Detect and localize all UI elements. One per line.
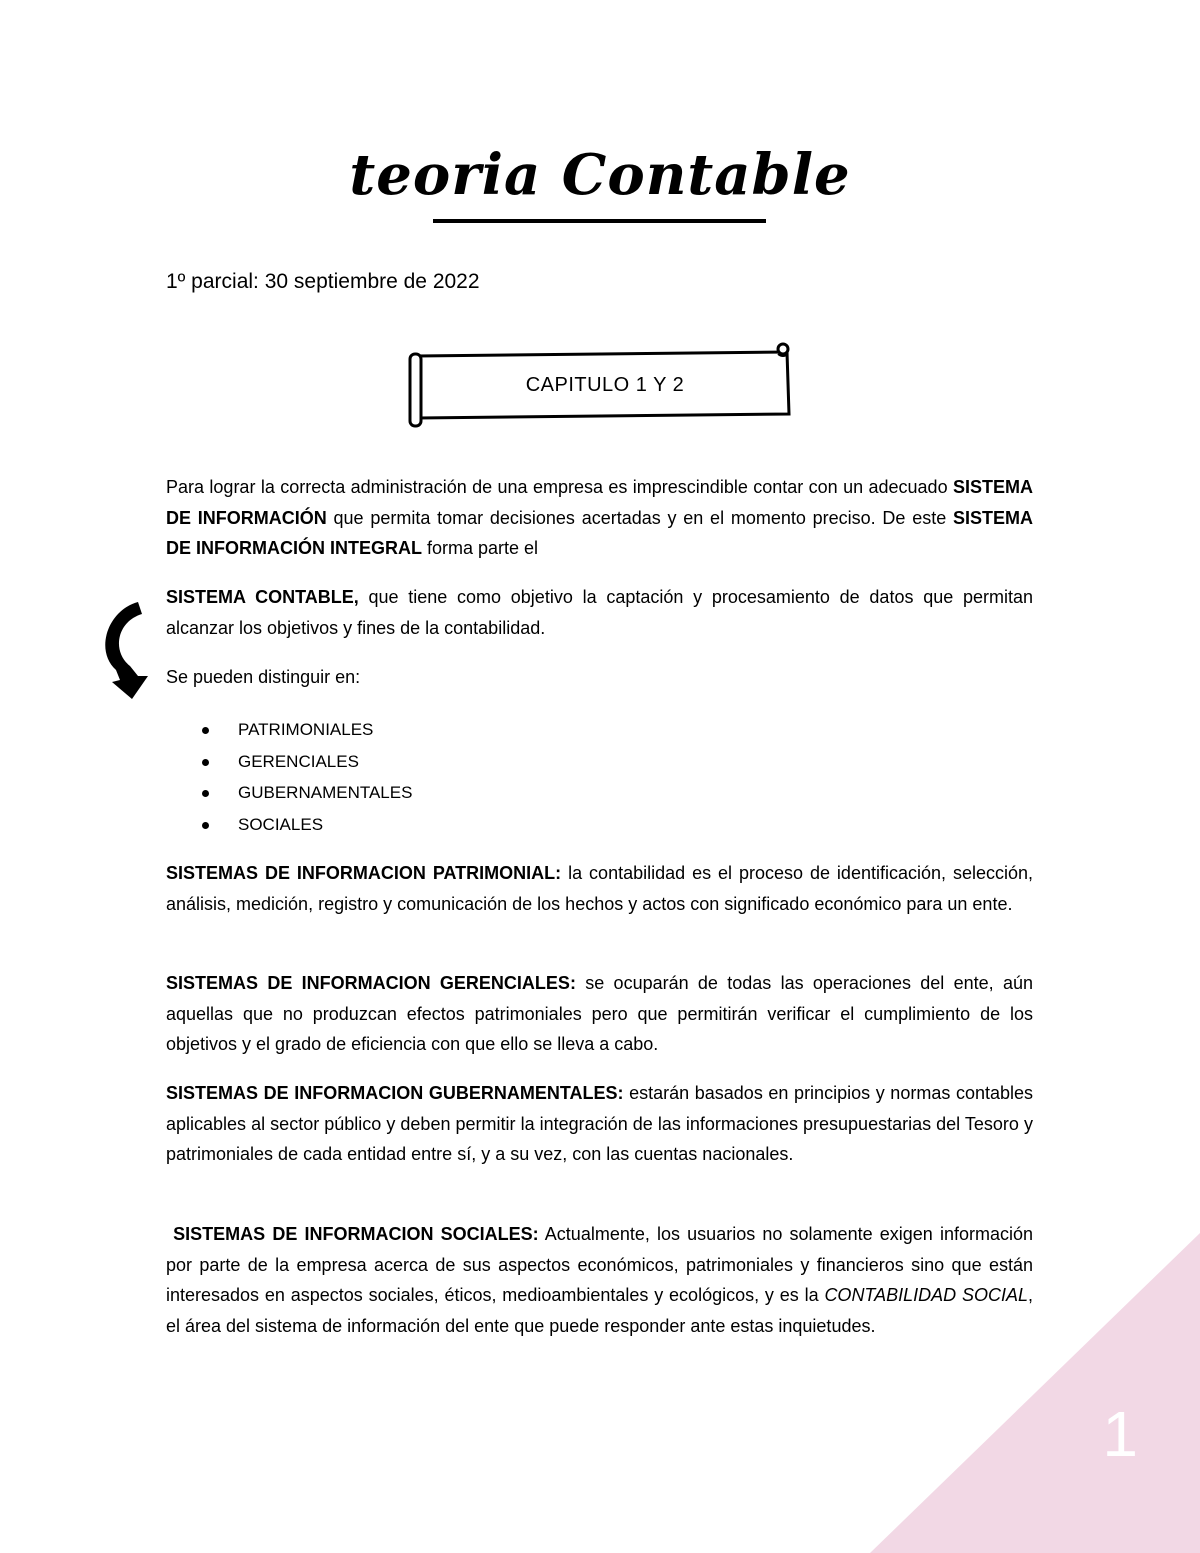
list-item: GUBERNAMENTALES <box>198 777 412 809</box>
title-underline <box>433 219 766 223</box>
curved-arrow-icon <box>98 600 154 700</box>
patrimonial-paragraph: SISTEMAS DE INFORMACION PATRIMONIAL: la contabilidad es el proceso de identificación, selección, análisis, medición, registro y comunicación de los hechos y actos con significado económico para un ente. <box>166 863 1033 914</box>
sociales-paragraph: SISTEMAS DE INFORMACION SOCIALES: Actualmente, los usuarios no solamente exigen información por parte de la empresa acerca de sus aspectos económicos, patrimoniales y financieros sino que están interesados en aspectos sociales, éticos, medioambientales y ecológicos, y es la CONTABILIDAD SOCIAL, el área del sistema de información del ente que puede responder ante estas inquietudes. <box>166 1224 1033 1336</box>
scroll-banner-label: CAPITULO 1 Y 2 <box>525 374 685 396</box>
list-item: PATRIMONIALES <box>198 714 412 746</box>
page-title: teoria Contable <box>349 142 851 208</box>
list-item: GERENCIALES <box>198 746 412 778</box>
exam-date: 1º parcial: 30 septiembre de 2022 <box>166 270 480 293</box>
intro-paragraph: Para lograr la correcta administración de una empresa es imprescindible contar con un adecuado SISTEMA DE INFORMACIÓN que permita tomar decisiones acertadas y en el momento preciso. De este SISTEMA DE INFORMACIÓN INTEGRAL forma parte el <box>166 477 1033 558</box>
bullet-list <box>198 714 412 840</box>
gerenciales-paragraph: SISTEMAS DE INFORMACION GERENCIALES: se ocuparán de todas las operaciones del ente, aún aquellas que no produzcan efectos patrimoniales pero que permitirán verificar el cumplimiento de los objetivos y el grado de eficiencia con que ello se lleva a cabo. <box>166 973 1033 1054</box>
bullet-icon <box>202 822 209 829</box>
gubernamentales-paragraph: SISTEMAS DE INFORMACION GUBERNAMENTALES: estarán basados en principios y normas contables aplicables al sector público y deben permitir la integración de las informaciones presupuestarias del Tesoro y patrimoniales de cada entidad entre sí, y a su vez, con las cuentas nacionales. <box>166 1083 1033 1164</box>
sistema-contable-paragraph: SISTEMA CONTABLE, que tiene como objetivo la captación y procesamiento de datos que permitan alcanzar los objetivos y fines de la contabilidad. <box>166 587 1033 638</box>
page-number: 1 <box>1102 1398 1138 1470</box>
distinguish-line: Se pueden distinguir en: <box>166 667 361 687</box>
bullet-icon <box>202 759 209 766</box>
bullet-icon <box>202 727 209 734</box>
bullet-icon <box>202 790 209 797</box>
list-item: SOCIALES <box>198 809 412 841</box>
